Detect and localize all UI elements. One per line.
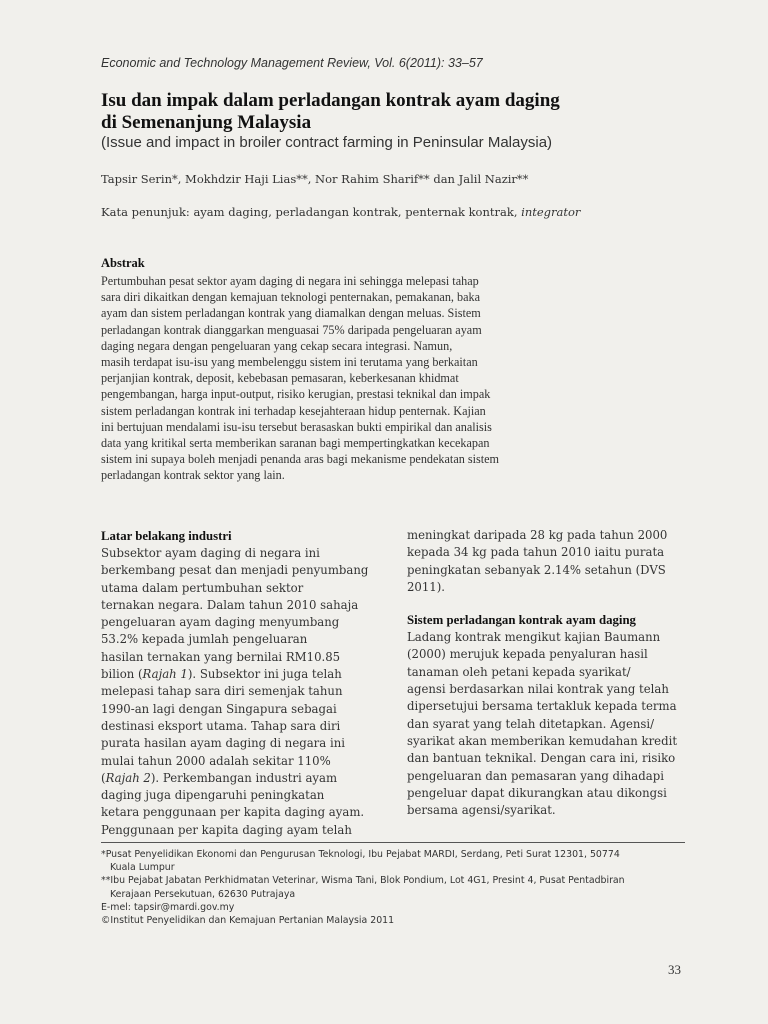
body-line: agensi berdasarkan nilai kontrak yang telah (407, 682, 669, 697)
footnote-line: *Pusat Penyelidikan Ekonomi dan Pengurusan Teknologi, Ibu Pejabat MARDI, Serdang, Peti Surat 12301, 50774 (101, 849, 620, 860)
body-line: kepada 34 kg pada tahun 2010 iaitu purata (407, 545, 665, 560)
keywords (101, 205, 580, 219)
abstract-line: ayam dan sistem perladangan kontrak yang diamalkan dengan meluas. Sistem (101, 306, 481, 321)
footnote-line: **Ibu Pejabat Jabatan Perkhidmatan Veterinar, Wisma Tani, Blok Pondium, Lot 4G1, Presint 4, Pusat Pentadbiran (101, 875, 625, 887)
body-line: purata hasilan ayam daging di negara ini (101, 736, 345, 751)
body-line: pengeluar dapat dikurangkan atau dikongsi (407, 785, 667, 800)
abstract-line: ini bertujuan mendalami isu-isu tersebut berasaskan bukti empirikal dan analisis (101, 419, 492, 434)
footnotes (101, 848, 685, 927)
body-line: syarikat akan memberikan kemudahan kredit (407, 733, 678, 748)
body-line: dan syarat yang telah ditetapkan. Agensi/ (407, 716, 655, 731)
figure-ref: Rajah 1 (142, 667, 188, 682)
abstract-heading: Abstrak (101, 256, 145, 270)
right-column (407, 527, 697, 819)
body-line: pengeluaran ayam daging menyumbang (101, 615, 340, 630)
abstract-line: masih terdapat isu-isu yang membelenggu sistem ini terutama yang berkaitan (101, 354, 478, 369)
abstract-line: Pertumbuhan pesat sektor ayam daging di negara ini sehingga melepasi tahap (101, 274, 479, 288)
body-line: daging juga dipengaruhi peningkatan (101, 788, 325, 803)
title-line: di Semenanjung Malaysia (101, 112, 312, 133)
body-text: ). Perkembangan industri ayam (150, 770, 338, 785)
body-line: utama dalam pertumbuhan sektor (101, 580, 304, 595)
body-line: tanaman oleh petani kepada syarikat/ (407, 664, 631, 679)
body-text: ( (101, 770, 106, 785)
abstract-line: sistem ini supaya boleh menjadi penanda aras bagi mekanisme pendekatan sistem (101, 452, 500, 467)
copyright-line: ©Institut Penyelidikan dan Kemajuan Pertanian Malaysia 2011 (101, 914, 395, 926)
body-line: Penggunaan per kapita daging ayam telah (101, 822, 352, 837)
section-heading: Latar belakang industri (101, 529, 232, 543)
author-list: Tapsir Serin*, Mokhdzir Haji Lias**, Nor Rahim Sharif** dan Jalil Nazir** (101, 172, 529, 186)
section-gap (407, 596, 697, 611)
body-line (101, 666, 391, 683)
body-line: destinasi eksport utama. Tahap sara diri (101, 718, 341, 733)
body-line: dipersetujui bersama tertakluk kepada terma (407, 699, 677, 714)
body-line: bersama agensi/syarikat. (407, 803, 556, 818)
page-number: 33 (668, 962, 681, 977)
body-line: Ladang kontrak mengikut kajian Baumann (407, 630, 661, 645)
footnote-divider (101, 842, 685, 843)
figure-ref: Rajah 2 (105, 770, 151, 785)
article-title (101, 90, 661, 134)
body-line (101, 770, 391, 787)
body-line: ketara penggunaan per kapita daging ayam. (101, 805, 365, 820)
abstract-line: perladangan kontrak dianggarkan menguasai 75% daripada pengeluaran ayam (101, 322, 482, 337)
body-line: 2011). (407, 579, 446, 594)
body-line: meningkat daripada 28 kg pada tahun 2000 (407, 528, 668, 542)
email-line: E-mel: tapsir@mardi.gov.my (101, 901, 235, 913)
body-line: ternakan negara. Dalam tahun 2010 sahaja (101, 597, 359, 612)
body-line: 53.2% kepada jumlah pengeluaran (101, 632, 308, 647)
body-line: berkembang pesat dan menjadi penyumbang (101, 563, 369, 578)
body-text: ). Subsektor ini juga telah (187, 667, 342, 682)
abstract-line: pengembangan, harga input-output, risiko kerugian, prestasi teknikal dan impak (101, 387, 491, 402)
journal-header: Economic and Technology Management Review, Vol. 6(2011): 33–57 (101, 56, 483, 70)
body-text: bilion ( (101, 667, 143, 682)
footnote-line: Kerajaan Persekutuan, 62630 Putrajaya (110, 888, 296, 900)
body-line: (2000) merujuk kepada penyaluran hasil (407, 647, 648, 662)
footnote-line: Kuala Lumpur (110, 862, 175, 874)
body-line: peningkatan sebanyak 2.14% setahun (DVS (407, 562, 666, 577)
abstract-line: perjanjian kontrak, deposit, kebebasan pemasaran, keberkesanan khidmat (101, 371, 459, 386)
left-column (101, 527, 391, 839)
article-subtitle: (Issue and impact in broiler contract farming in Peninsular Malaysia) (101, 134, 553, 151)
abstract-line: perladangan kontrak sektor yang lain. (101, 468, 285, 483)
keywords-text: Kata penunjuk: ayam daging, perladangan kontrak, penternak kontrak, (101, 205, 522, 219)
abstract-body (101, 273, 571, 483)
body-line: melepasi tahap sara diri semenjak tahun (101, 684, 343, 699)
body-line: hasilan ternakan yang bernilai RM10.85 (101, 649, 341, 664)
abstract-line: data yang kritikal serta memberikan saranan bagi mempertingkatkan kecekapan (101, 435, 490, 450)
abstract-line: sistem perladangan kontrak ini terhadap kesejahteraan hidup penternak. Kajian (101, 403, 486, 418)
title-line: Isu dan impak dalam perladangan kontrak ayam daging (101, 90, 560, 111)
section-heading: Sistem perladangan kontrak ayam daging (407, 613, 636, 628)
body-line: mulai tahun 2000 adalah sekitar 110% (101, 753, 331, 768)
body-line: pengeluaran dan pemasaran yang dihadapi (407, 768, 664, 783)
keyword-italic: integrator (521, 205, 581, 219)
abstract-line: sara diri dikaitkan dengan kemajuan teknologi penternakan, pemakanan, baka (101, 290, 481, 305)
body-line: dan bantuan teknikal. Dengan cara ini, risiko (407, 751, 676, 766)
abstract-line: daging negara dengan pengeluaran yang cekap secara integrasi. Namun, (101, 338, 453, 353)
body-line: Subsektor ayam daging di negara ini (101, 546, 320, 560)
body-line: 1990-an lagi dengan Singapura sebagai (101, 701, 337, 716)
